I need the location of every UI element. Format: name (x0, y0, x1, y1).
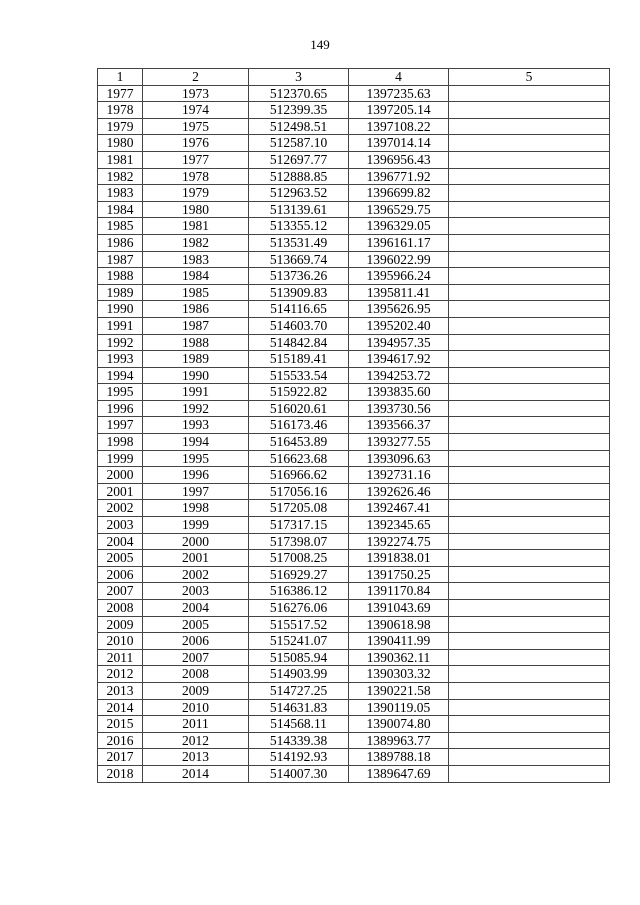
table-cell-col-3: 513139.61 (249, 201, 349, 218)
table-cell-col-3: 513531.49 (249, 234, 349, 251)
table-cell-col-3: 517205.08 (249, 500, 349, 517)
table-cell-col-3: 512963.52 (249, 185, 349, 202)
table-cell-col-4: 1391750.25 (349, 566, 449, 583)
table-cell-col-4: 1396161.17 (349, 234, 449, 251)
table-row (98, 682, 610, 699)
table-cell-col-3: 515189.41 (249, 351, 349, 368)
table-cell-col-4: 1393835.60 (349, 384, 449, 401)
table-row (98, 168, 610, 185)
table-cell-col-4: 1392274.75 (349, 533, 449, 550)
table-cell-col-4: 1394253.72 (349, 367, 449, 384)
table-cell-col-4: 1393096.63 (349, 450, 449, 467)
table-cell-col-4: 1396771.92 (349, 168, 449, 185)
table-cell-col-3: 516386.12 (249, 583, 349, 600)
table-cell-col-4: 1396529.75 (349, 201, 449, 218)
table-cell-col-2: 2013 (143, 749, 249, 766)
table-cell-col-3: 516966.62 (249, 467, 349, 484)
table-row (98, 633, 610, 650)
table-row (98, 765, 610, 782)
table-cell-col-4: 1395811.41 (349, 284, 449, 301)
table-cell-col-2: 2008 (143, 666, 249, 683)
table-cell-col-1: 1988 (98, 268, 143, 285)
table-cell-col-2: 1980 (143, 201, 249, 218)
table-cell-col-1: 1993 (98, 351, 143, 368)
table-cell-col-3: 515085.94 (249, 649, 349, 666)
table-cell-col-4: 1391043.69 (349, 600, 449, 617)
table-cell-col-5 (449, 716, 610, 733)
table-cell-col-5 (449, 467, 610, 484)
table-cell-col-3: 513669.74 (249, 251, 349, 268)
table-cell-col-5 (449, 583, 610, 600)
table-cell-col-1: 2014 (98, 699, 143, 716)
table-cell-col-1: 2008 (98, 600, 143, 617)
table-cell-col-4: 1392731.16 (349, 467, 449, 484)
table-cell-col-4: 1392345.65 (349, 517, 449, 534)
table-cell-col-4: 1389647.69 (349, 765, 449, 782)
table-cell-col-1: 2000 (98, 467, 143, 484)
table-row (98, 699, 610, 716)
table-cell-col-2: 1975 (143, 118, 249, 135)
table-cell-col-3: 516453.89 (249, 434, 349, 451)
table-cell-col-2: 2006 (143, 633, 249, 650)
table-row (98, 102, 610, 119)
table-cell-col-1: 1994 (98, 367, 143, 384)
table-cell-col-4: 1396022.99 (349, 251, 449, 268)
table-cell-col-1: 1989 (98, 284, 143, 301)
table-cell-col-1: 1987 (98, 251, 143, 268)
table-row (98, 251, 610, 268)
table-cell-col-3: 512370.65 (249, 85, 349, 102)
table-cell-col-5 (449, 765, 610, 782)
table-cell-col-2: 2009 (143, 682, 249, 699)
table-cell-col-2: 2003 (143, 583, 249, 600)
table-row (98, 367, 610, 384)
table-cell-col-1: 1996 (98, 400, 143, 417)
table-cell-col-1: 2006 (98, 566, 143, 583)
table-cell-col-3: 516276.06 (249, 600, 349, 617)
table-cell-col-5 (449, 649, 610, 666)
table-row (98, 566, 610, 583)
table-cell-col-1: 1998 (98, 434, 143, 451)
column-header-2: 2 (143, 69, 249, 86)
table-cell-col-4: 1397014.14 (349, 135, 449, 152)
table-row (98, 517, 610, 534)
table-cell-col-5 (449, 251, 610, 268)
table-cell-col-4: 1390618.98 (349, 616, 449, 633)
table-cell-col-2: 2011 (143, 716, 249, 733)
table-cell-col-1: 1984 (98, 201, 143, 218)
table-cell-col-2: 1986 (143, 301, 249, 318)
table-row (98, 234, 610, 251)
table-cell-col-5 (449, 201, 610, 218)
table-cell-col-1: 1992 (98, 334, 143, 351)
table-cell-col-2: 2005 (143, 616, 249, 633)
table-cell-col-5 (449, 732, 610, 749)
column-header-3: 3 (249, 69, 349, 86)
table-row (98, 400, 610, 417)
table-cell-col-4: 1395202.40 (349, 317, 449, 334)
table-cell-col-5 (449, 268, 610, 285)
table-cell-col-1: 1985 (98, 218, 143, 235)
table-cell-col-4: 1395966.24 (349, 268, 449, 285)
table-cell-col-4: 1390362.11 (349, 649, 449, 666)
table-cell-col-2: 2007 (143, 649, 249, 666)
table-cell-col-3: 512587.10 (249, 135, 349, 152)
table-cell-col-5 (449, 434, 610, 451)
table-cell-col-5 (449, 185, 610, 202)
table-cell-col-5 (449, 102, 610, 119)
table-cell-col-1: 1977 (98, 85, 143, 102)
table-cell-col-1: 1983 (98, 185, 143, 202)
table-cell-col-5 (449, 517, 610, 534)
column-header-1: 1 (98, 69, 143, 86)
table-cell-col-5 (449, 450, 610, 467)
table-cell-col-2: 1994 (143, 434, 249, 451)
table-cell-col-2: 1981 (143, 218, 249, 235)
table-cell-col-2: 1992 (143, 400, 249, 417)
table-row (98, 417, 610, 434)
table-cell-col-5 (449, 351, 610, 368)
table-cell-col-2: 1988 (143, 334, 249, 351)
table-cell-col-2: 1995 (143, 450, 249, 467)
table-cell-col-5 (449, 500, 610, 517)
table-cell-col-1: 1979 (98, 118, 143, 135)
table-cell-col-2: 2010 (143, 699, 249, 716)
table-cell-col-4: 1397108.22 (349, 118, 449, 135)
table-cell-col-3: 514727.25 (249, 682, 349, 699)
table-row (98, 450, 610, 467)
table-cell-col-3: 514116.65 (249, 301, 349, 318)
column-header-5: 5 (449, 69, 610, 86)
table-cell-col-4: 1396699.82 (349, 185, 449, 202)
table-cell-col-4: 1390119.05 (349, 699, 449, 716)
table-cell-col-5 (449, 218, 610, 235)
table-cell-col-1: 2010 (98, 633, 143, 650)
table-row (98, 85, 610, 102)
table-cell-col-3: 513909.83 (249, 284, 349, 301)
table-cell-col-2: 1985 (143, 284, 249, 301)
table-cell-col-1: 1981 (98, 151, 143, 168)
table-row (98, 749, 610, 766)
table-cell-col-4: 1397235.63 (349, 85, 449, 102)
table-cell-col-4: 1390074.80 (349, 716, 449, 733)
table-cell-col-2: 1998 (143, 500, 249, 517)
table-cell-col-1: 2005 (98, 550, 143, 567)
table-cell-col-1: 1982 (98, 168, 143, 185)
table-cell-col-3: 516020.61 (249, 400, 349, 417)
table-cell-col-5 (449, 334, 610, 351)
table-cell-col-2: 1990 (143, 367, 249, 384)
table-cell-col-1: 2004 (98, 533, 143, 550)
table-cell-col-3: 517398.07 (249, 533, 349, 550)
table-cell-col-5 (449, 168, 610, 185)
table-cell-col-3: 516929.27 (249, 566, 349, 583)
table-cell-col-5 (449, 400, 610, 417)
table-cell-col-4: 1395626.95 (349, 301, 449, 318)
table-row (98, 649, 610, 666)
table-row (98, 268, 610, 285)
table-cell-col-3: 512498.51 (249, 118, 349, 135)
table-cell-col-3: 512888.85 (249, 168, 349, 185)
coordinates-table (97, 68, 610, 783)
table-row (98, 284, 610, 301)
table-cell-col-2: 1976 (143, 135, 249, 152)
table-cell-col-2: 1979 (143, 185, 249, 202)
table-cell-col-5 (449, 483, 610, 500)
column-header-4: 4 (349, 69, 449, 86)
table-cell-col-1: 2011 (98, 649, 143, 666)
table-cell-col-4: 1393730.56 (349, 400, 449, 417)
table-cell-col-2: 1997 (143, 483, 249, 500)
table-cell-col-4: 1391838.01 (349, 550, 449, 567)
table-cell-col-5 (449, 118, 610, 135)
table-cell-col-2: 2000 (143, 533, 249, 550)
table-cell-col-2: 2012 (143, 732, 249, 749)
table-cell-col-5 (449, 682, 610, 699)
table-cell-col-1: 1990 (98, 301, 143, 318)
table-cell-col-5 (449, 317, 610, 334)
table-row (98, 616, 610, 633)
table-row (98, 317, 610, 334)
table-row (98, 201, 610, 218)
table-cell-col-2: 2001 (143, 550, 249, 567)
table-cell-col-5 (449, 417, 610, 434)
table-cell-col-5 (449, 151, 610, 168)
table-cell-col-2: 1987 (143, 317, 249, 334)
table-cell-col-2: 1984 (143, 268, 249, 285)
table-header-row (98, 69, 610, 86)
table-cell-col-4: 1389963.77 (349, 732, 449, 749)
table-cell-col-5 (449, 135, 610, 152)
table-cell-col-3: 514568.11 (249, 716, 349, 733)
table-cell-col-2: 1977 (143, 151, 249, 168)
table-row (98, 351, 610, 368)
table-cell-col-3: 515517.52 (249, 616, 349, 633)
table-cell-col-2: 1978 (143, 168, 249, 185)
table-cell-col-4: 1393277.55 (349, 434, 449, 451)
table-row (98, 550, 610, 567)
table-cell-col-1: 2017 (98, 749, 143, 766)
table-cell-col-1: 2002 (98, 500, 143, 517)
table-cell-col-5 (449, 666, 610, 683)
table-row (98, 384, 610, 401)
table-cell-col-5 (449, 749, 610, 766)
table-cell-col-5 (449, 566, 610, 583)
table-row (98, 434, 610, 451)
table-cell-col-1: 2018 (98, 765, 143, 782)
table-cell-col-3: 514631.83 (249, 699, 349, 716)
table-cell-col-2: 1973 (143, 85, 249, 102)
table-cell-col-4: 1396329.05 (349, 218, 449, 235)
table-cell-col-4: 1389788.18 (349, 749, 449, 766)
table-row (98, 135, 610, 152)
table-cell-col-5 (449, 699, 610, 716)
table-row (98, 600, 610, 617)
table-cell-col-1: 2003 (98, 517, 143, 534)
table-cell-col-4: 1394617.92 (349, 351, 449, 368)
table-cell-col-2: 1974 (143, 102, 249, 119)
table-cell-col-4: 1393566.37 (349, 417, 449, 434)
table-cell-col-1: 2015 (98, 716, 143, 733)
table-row (98, 483, 610, 500)
table-cell-col-1: 2001 (98, 483, 143, 500)
table-cell-col-5 (449, 85, 610, 102)
table-cell-col-2: 1982 (143, 234, 249, 251)
table-cell-col-5 (449, 367, 610, 384)
table-cell-col-4: 1392626.46 (349, 483, 449, 500)
table-cell-col-2: 1991 (143, 384, 249, 401)
table-cell-col-5 (449, 384, 610, 401)
table-cell-col-3: 516173.46 (249, 417, 349, 434)
table-row (98, 301, 610, 318)
table-row (98, 666, 610, 683)
table-cell-col-5 (449, 633, 610, 650)
table-cell-col-2: 1996 (143, 467, 249, 484)
table-cell-col-1: 1991 (98, 317, 143, 334)
table-cell-col-4: 1396956.43 (349, 151, 449, 168)
table-row (98, 583, 610, 600)
table-cell-col-3: 517056.16 (249, 483, 349, 500)
table-cell-col-4: 1390411.99 (349, 633, 449, 650)
table-cell-col-1: 1978 (98, 102, 143, 119)
table-row (98, 118, 610, 135)
table-cell-col-3: 512697.77 (249, 151, 349, 168)
table-cell-col-3: 515922.82 (249, 384, 349, 401)
table-cell-col-3: 516623.68 (249, 450, 349, 467)
table-cell-col-5 (449, 600, 610, 617)
table-cell-col-2: 1993 (143, 417, 249, 434)
table-row (98, 467, 610, 484)
table-cell-col-1: 1986 (98, 234, 143, 251)
table-cell-col-4: 1391170.84 (349, 583, 449, 600)
table-cell-col-5 (449, 533, 610, 550)
table-cell-col-5 (449, 234, 610, 251)
table-cell-col-1: 2007 (98, 583, 143, 600)
table-cell-col-3: 515241.07 (249, 633, 349, 650)
table-cell-col-2: 2002 (143, 566, 249, 583)
table-row (98, 732, 610, 749)
table-cell-col-4: 1392467.41 (349, 500, 449, 517)
table-cell-col-1: 1999 (98, 450, 143, 467)
table-cell-col-1: 1980 (98, 135, 143, 152)
table-cell-col-3: 514603.70 (249, 317, 349, 334)
table-cell-col-5 (449, 616, 610, 633)
table-cell-col-3: 515533.54 (249, 367, 349, 384)
table-row (98, 151, 610, 168)
table-cell-col-2: 1983 (143, 251, 249, 268)
table-row (98, 716, 610, 733)
table-cell-col-5 (449, 284, 610, 301)
table-cell-col-3: 514007.30 (249, 765, 349, 782)
table-cell-col-3: 513355.12 (249, 218, 349, 235)
table-cell-col-3: 512399.35 (249, 102, 349, 119)
table-row (98, 533, 610, 550)
table-cell-col-1: 1995 (98, 384, 143, 401)
table-cell-col-3: 514842.84 (249, 334, 349, 351)
table-row (98, 218, 610, 235)
table-row (98, 185, 610, 202)
table-cell-col-1: 2016 (98, 732, 143, 749)
table-cell-col-5 (449, 301, 610, 318)
table-row (98, 334, 610, 351)
table-body (98, 85, 610, 782)
table-cell-col-2: 2004 (143, 600, 249, 617)
table-cell-col-3: 517317.15 (249, 517, 349, 534)
table-cell-col-3: 517008.25 (249, 550, 349, 567)
table-cell-col-1: 2012 (98, 666, 143, 683)
table-cell-col-3: 514903.99 (249, 666, 349, 683)
table-cell-col-2: 1989 (143, 351, 249, 368)
table-cell-col-1: 1997 (98, 417, 143, 434)
table-cell-col-4: 1394957.35 (349, 334, 449, 351)
table-cell-col-1: 2009 (98, 616, 143, 633)
table-cell-col-1: 2013 (98, 682, 143, 699)
table-cell-col-4: 1390221.58 (349, 682, 449, 699)
table-cell-col-4: 1397205.14 (349, 102, 449, 119)
table-cell-col-3: 513736.26 (249, 268, 349, 285)
table-cell-col-2: 1999 (143, 517, 249, 534)
page-number: 149 (310, 37, 330, 52)
table-cell-col-3: 514192.93 (249, 749, 349, 766)
table-row (98, 500, 610, 517)
table-cell-col-3: 514339.38 (249, 732, 349, 749)
table-cell-col-2: 2014 (143, 765, 249, 782)
table-cell-col-5 (449, 550, 610, 567)
table-cell-col-4: 1390303.32 (349, 666, 449, 683)
